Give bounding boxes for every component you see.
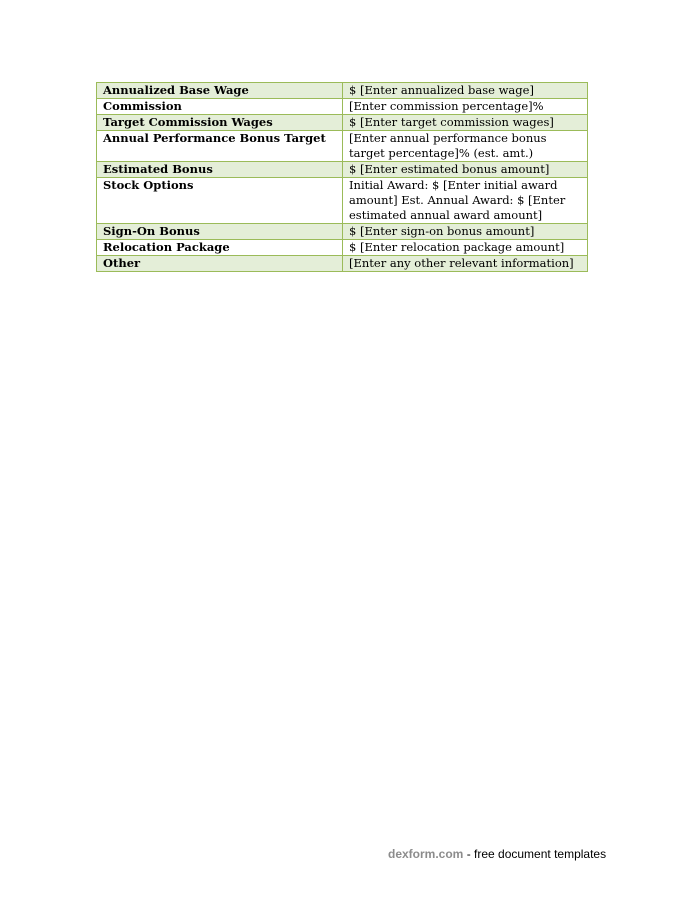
- footer-tagline: - free document templates: [463, 847, 607, 861]
- row-label: Sign-On Bonus: [97, 224, 343, 240]
- row-label: Annualized Base Wage: [97, 83, 343, 99]
- row-value: $ [Enter relocation package amount]: [343, 240, 588, 256]
- table-row: [97, 240, 588, 256]
- row-label: Annual Performance Bonus Target: [97, 131, 343, 162]
- row-value: $ [Enter annualized base wage]: [343, 83, 588, 99]
- row-value: [Enter annual performance bonus target percentage]% (est. amt.): [343, 131, 588, 162]
- page-footer: [388, 847, 606, 861]
- row-value: Initial Award: $ [Enter initial award amount] Est. Annual Award: $ [Enter estimated annual award amount]: [343, 178, 588, 224]
- row-value: [Enter commission percentage]%: [343, 99, 588, 115]
- row-value: $ [Enter sign-on bonus amount]: [343, 224, 588, 240]
- compensation-table: [96, 82, 588, 272]
- table-row: [97, 178, 588, 224]
- table-row: [97, 99, 588, 115]
- table-row: [97, 131, 588, 162]
- row-value: $ [Enter target commission wages]: [343, 115, 588, 131]
- row-value: $ [Enter estimated bonus amount]: [343, 162, 588, 178]
- row-label: Commission: [97, 99, 343, 115]
- table-row: [97, 224, 588, 240]
- row-label: Estimated Bonus: [97, 162, 343, 178]
- row-label: Other: [97, 256, 343, 272]
- row-label: Stock Options: [97, 178, 343, 224]
- table-row: [97, 256, 588, 272]
- footer-brand-link[interactable]: dexform.com: [388, 847, 464, 861]
- table-row: [97, 115, 588, 131]
- table-row: [97, 162, 588, 178]
- table-row: [97, 83, 588, 99]
- row-value: [Enter any other relevant information]: [343, 256, 588, 272]
- row-label: Relocation Package: [97, 240, 343, 256]
- row-label: Target Commission Wages: [97, 115, 343, 131]
